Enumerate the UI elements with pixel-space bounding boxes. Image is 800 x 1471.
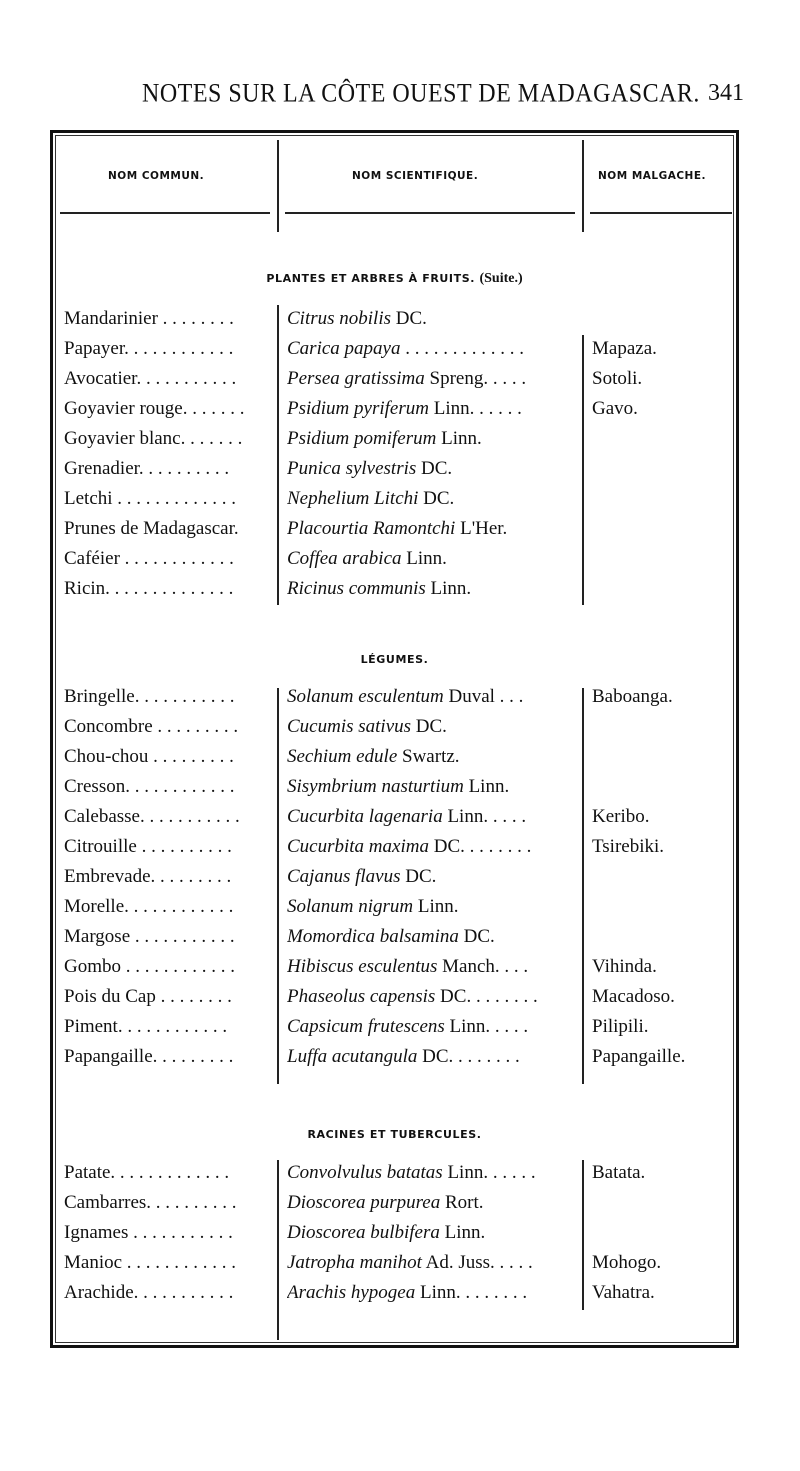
page-header (0, 80, 800, 116)
latin-name: Psidium pomiferum (287, 428, 437, 449)
column-header-scientific: NOM SCIENTIFIQUE. (352, 170, 479, 182)
author-abbrev: Rort. (440, 1192, 484, 1213)
author-abbrev: DC. (391, 308, 427, 329)
malagasy-name: Baboanga. (592, 686, 673, 707)
malagasy-name: Pilipili. (592, 1016, 649, 1037)
author-abbrev: Linn. (401, 548, 447, 569)
page-title: NOTES SUR LA CÔTE OUEST DE MADAGASCAR. (142, 80, 700, 109)
malagasy-name: Vihinda. (592, 956, 657, 977)
table-row (0, 746, 800, 774)
common-name: Caféier . . . . . . . . . . . . (64, 548, 234, 569)
scientific-name (287, 806, 575, 828)
common-name: Patate. . . . . . . . . . . . . (64, 1162, 230, 1183)
author-abbrev: Linn. . . . . . . . (415, 1282, 528, 1303)
latin-name: Hibiscus esculentus (287, 956, 438, 977)
author-abbrev: Linn. (425, 578, 472, 599)
common-name: Ricin. . . . . . . . . . . . . . (64, 578, 234, 599)
latin-name: Cucurbita maxima (287, 836, 429, 857)
scientific-name (287, 716, 575, 738)
latin-name: Psidium pyriferum (287, 398, 429, 419)
table-row (0, 1192, 800, 1220)
column-header-common: NOM COMMUN. (108, 170, 205, 182)
latin-name: Ricinus communis (287, 578, 426, 599)
common-name: Embrevade. . . . . . . . . (64, 866, 232, 887)
table-row (0, 548, 800, 576)
author-abbrev: DC. . . . . . . . (417, 1046, 520, 1067)
malagasy-name: Gavo. (592, 398, 638, 419)
common-name: Letchi . . . . . . . . . . . . . (64, 488, 237, 509)
author-abbrev: DC. (400, 866, 437, 887)
scientific-name (287, 1192, 575, 1214)
latin-name: Sechium edule (287, 746, 398, 767)
common-name: Goyavier rouge. . . . . . . (64, 398, 245, 419)
header-rule-scientific (285, 212, 575, 214)
table-row (0, 806, 800, 834)
scientific-name (287, 1252, 575, 1274)
author-abbrev: Swartz. (397, 746, 460, 767)
scientific-name (287, 368, 575, 390)
table-row (0, 866, 800, 894)
common-name: Cambarres. . . . . . . . . . (64, 1192, 237, 1213)
author-abbrev: Duval . . . (443, 686, 524, 707)
scientific-name (287, 1016, 575, 1038)
table-row (0, 1252, 800, 1280)
author-abbrev: Linn. (413, 896, 459, 917)
latin-name: Convolvulus batatas (287, 1162, 443, 1183)
malagasy-name: Batata. (592, 1162, 646, 1183)
table-row (0, 1046, 800, 1074)
latin-name: Cajanus flavus (287, 866, 401, 887)
table-row (0, 1016, 800, 1044)
author-abbrev: Linn. . . . . (442, 806, 527, 827)
author-abbrev: DC. (418, 488, 455, 509)
common-name: Mandarinier . . . . . . . . (64, 308, 234, 329)
malagasy-name: Macadoso. (592, 986, 675, 1007)
malagasy-name: Vahatra. (592, 1282, 655, 1303)
column-divider-2 (582, 140, 584, 232)
page-number: 341 (708, 80, 744, 106)
latin-name: Dioscorea bulbifera (287, 1222, 440, 1243)
common-name: Chou-chou . . . . . . . . . (64, 746, 234, 767)
scientific-name (287, 338, 575, 360)
malagasy-name: Keribo. (592, 806, 650, 827)
common-name: Goyavier blanc. . . . . . . (64, 428, 243, 449)
section-title-vegetables (50, 653, 739, 666)
common-name: Papayer. . . . . . . . . . . . (64, 338, 234, 359)
section-suite-note: (Suite.) (479, 271, 523, 286)
common-name: Piment. . . . . . . . . . . . (64, 1016, 228, 1037)
scientific-name (287, 1222, 575, 1244)
table-row (0, 836, 800, 864)
scientific-name (287, 1162, 575, 1184)
scientific-name (287, 578, 575, 600)
malagasy-name: Tsirebiki. (592, 836, 665, 857)
latin-name: Solanum nigrum (287, 896, 414, 917)
latin-name: Nephelium Litchi (287, 488, 419, 509)
author-abbrev: DC. (458, 926, 495, 947)
author-abbrev: Manch. . . . (437, 956, 529, 977)
latin-name: Cucumis sativus (287, 716, 412, 737)
section-title-fruits (50, 271, 739, 287)
common-name: Grenadier. . . . . . . . . . (64, 458, 230, 479)
table-row (0, 488, 800, 516)
scientific-name (287, 1046, 575, 1068)
table-row (0, 1162, 800, 1190)
section-title-text: PLANTES ET ARBRES À FRUITS. (266, 272, 476, 285)
latin-name: Dioscorea purpurea (287, 1192, 441, 1213)
scientific-name (287, 836, 575, 858)
table-row (0, 986, 800, 1014)
author-abbrev: DC. . . . . . . . (435, 986, 538, 1007)
section-title-roots (50, 1128, 739, 1141)
common-name: Calebasse. . . . . . . . . . . (64, 806, 240, 827)
latin-name: Arachis hypogea (287, 1282, 416, 1303)
table-row (0, 398, 800, 426)
latin-name: Phaseolus capensis (287, 986, 436, 1007)
common-name: Margose . . . . . . . . . . . (64, 926, 235, 947)
common-name: Gombo . . . . . . . . . . . . (64, 956, 235, 977)
author-abbrev: L'Her. (455, 518, 508, 539)
table-row (0, 578, 800, 606)
scientific-name (287, 548, 575, 570)
latin-name: Carica papaya (287, 338, 401, 359)
table-row (0, 926, 800, 954)
author-abbrev: Ad. Juss. . . . . (421, 1252, 533, 1273)
column-divider-1 (277, 140, 279, 232)
latin-name: Luffa acutangula (287, 1046, 418, 1067)
column-header-malagasy: NOM MALGACHE. (598, 170, 706, 182)
scientific-name (287, 308, 575, 330)
scientific-name (287, 956, 575, 978)
table-row (0, 1282, 800, 1310)
scientific-name (287, 1282, 575, 1304)
latin-name: Sisymbrium nasturtium (287, 776, 464, 797)
scientific-name (287, 428, 575, 450)
scientific-name (287, 986, 575, 1008)
scientific-name (287, 926, 575, 948)
section-title-text: LÉGUMES. (360, 653, 429, 666)
common-name: Pois du Cap . . . . . . . . (64, 986, 232, 1007)
table-row (0, 776, 800, 804)
common-name: Ignames . . . . . . . . . . . (64, 1222, 233, 1243)
common-name: Papangaille. . . . . . . . . (64, 1046, 234, 1067)
table-row (0, 716, 800, 744)
latin-name: Jatropha manihot (287, 1252, 422, 1273)
author-abbrev: DC. . . . . . . . (428, 836, 532, 857)
author-abbrev: Linn. . . . . (444, 1016, 529, 1037)
table-row (0, 338, 800, 366)
common-name: Arachide. . . . . . . . . . . (64, 1282, 234, 1303)
common-name: Cresson. . . . . . . . . . . . (64, 776, 235, 797)
common-name: Concombre . . . . . . . . . (64, 716, 239, 737)
scientific-name (287, 746, 575, 768)
malagasy-name: Mapaza. (592, 338, 657, 359)
table-row (0, 308, 800, 336)
table-row (0, 1222, 800, 1250)
table-row (0, 368, 800, 396)
common-name: Prunes de Madagascar. (64, 518, 239, 539)
author-abbrev: Linn. . . . . . (442, 1162, 536, 1183)
scientific-name (287, 896, 575, 918)
scientific-name (287, 488, 575, 510)
latin-name: Placourtia Ramontchi (287, 518, 456, 539)
table-row (0, 458, 800, 486)
section-title-text: RACINES ET TUBERCULES. (307, 1128, 482, 1141)
author-abbrev: DC. (416, 458, 453, 479)
latin-name: Coffea arabica (287, 548, 402, 569)
scientific-name (287, 776, 575, 798)
scientific-name (287, 866, 575, 888)
scientific-name (287, 398, 575, 420)
table-row (0, 518, 800, 546)
scientific-name (287, 686, 575, 708)
latin-name: Persea gratissima (287, 368, 425, 389)
latin-name: Citrus nobilis (287, 308, 391, 329)
latin-name: Punica sylvestris (287, 458, 417, 479)
table-row (0, 686, 800, 714)
author-abbrev: Linn. (463, 776, 510, 797)
author-abbrev: DC. (411, 716, 447, 737)
common-name: Citrouille . . . . . . . . . . (64, 836, 232, 857)
header-rule-common (60, 212, 270, 214)
table-row (0, 896, 800, 924)
author-abbrev: . . . . . . . . . . . . . (400, 338, 524, 359)
author-abbrev: Linn. . . . . . (428, 398, 522, 419)
author-abbrev: Spreng. . . . . (424, 368, 527, 389)
common-name: Manioc . . . . . . . . . . . . (64, 1252, 237, 1273)
latin-name: Capsicum frutescens (287, 1016, 445, 1037)
author-abbrev: Linn. (436, 428, 482, 449)
scientific-name (287, 518, 575, 540)
malagasy-name: Mohogo. (592, 1252, 662, 1273)
latin-name: Solanum esculentum (287, 686, 444, 707)
table-row (0, 956, 800, 984)
common-name: Avocatier. . . . . . . . . . . (64, 368, 237, 389)
author-abbrev: Linn. (439, 1222, 486, 1243)
common-name: Morelle. . . . . . . . . . . . (64, 896, 234, 917)
scientific-name (287, 458, 575, 480)
latin-name: Cucurbita lagenaria (287, 806, 443, 827)
common-name: Bringelle. . . . . . . . . . . (64, 686, 235, 707)
table-row (0, 428, 800, 456)
header-rule-malagasy (590, 212, 732, 214)
malagasy-name: Papangaille. (592, 1046, 686, 1067)
malagasy-name: Sotoli. (592, 368, 643, 389)
latin-name: Momordica balsamina (287, 926, 459, 947)
